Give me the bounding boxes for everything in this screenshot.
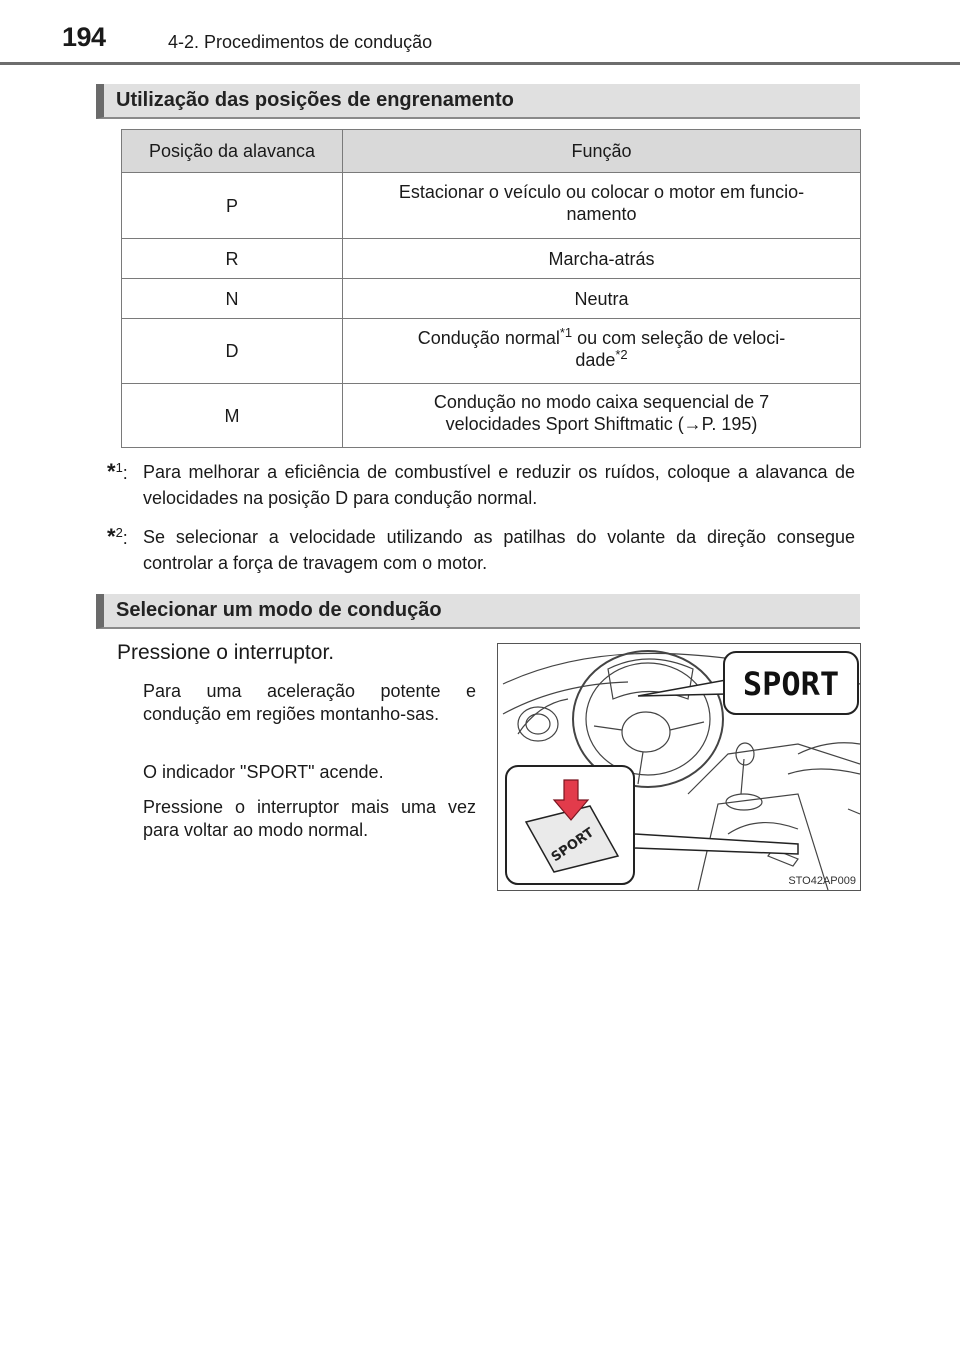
sport-switch-illustration — [497, 643, 861, 891]
function-text: Condução normal — [417, 328, 560, 348]
section-heading-gear-positions — [96, 84, 860, 119]
position-cell: P — [122, 173, 343, 239]
function-text-line2: velocidades Sport Shiftmatic (→P. 195) — [445, 414, 758, 434]
column-header-position: Posição da alavanca — [122, 130, 343, 173]
footnote-marker: *1 — [559, 325, 573, 340]
section-heading-text: Utilização das posições de engrenamento — [116, 89, 514, 111]
footnote-text: Para melhorar a eficiência de combustível e reduzir os ruídos, coloque a alavanca de velocidades na posição D para condução normal. — [143, 462, 855, 508]
chapter-title: 4-2. Procedimentos de condução — [168, 32, 433, 52]
column-header-function: Função — [343, 130, 861, 173]
function-text: ou com seleção de veloci- — [572, 328, 786, 348]
dashboard-drawing — [498, 644, 860, 890]
header-divider — [0, 62, 960, 65]
function-text: dade — [575, 350, 616, 370]
table-row — [122, 239, 861, 279]
section-heading-drive-mode — [96, 594, 860, 629]
table-row — [122, 279, 861, 319]
function-cell: Marcha-atrás — [343, 239, 861, 279]
footnote-text: Se selecionar a velocidade utilizando as patilhas do volante da direção consegue controlar a força de travagem com o motor. — [143, 527, 855, 573]
function-cell — [343, 384, 861, 448]
function-text-line1: Estacionar o veículo ou colocar o motor em funcio- — [398, 182, 805, 202]
section-heading-text: Selecionar um modo de condução — [116, 599, 442, 621]
table-header-row — [122, 130, 861, 173]
function-text-line1: Condução no modo caixa sequencial de 7 — [433, 392, 770, 412]
description-paragraph: Pressione o interruptor mais uma vez para voltar ao modo normal. — [143, 797, 476, 840]
function-cell — [343, 173, 861, 239]
position-cell: R — [122, 239, 343, 279]
table-row — [122, 319, 861, 384]
sport-indicator-label: SPORT — [742, 665, 840, 703]
function-cell: Neutra — [343, 279, 861, 319]
footnote-1 — [107, 459, 855, 511]
position-cell: M — [122, 384, 343, 448]
description-paragraph: Para uma aceleração potente e condução em regiões montanho-sas. — [143, 681, 476, 724]
function-cell — [343, 319, 861, 384]
description-paragraph: O indicador "SPORT" acende. — [143, 762, 384, 782]
table-row — [122, 384, 861, 448]
sport-switch-label: SPORT — [548, 825, 597, 866]
position-cell: D — [122, 319, 343, 384]
footnote-marker: *$^2$: — [107, 524, 128, 549]
page-number: 194 — [62, 22, 106, 52]
instruction-text: Pressione o interruptor. — [117, 641, 335, 664]
position-cell: N — [122, 279, 343, 319]
footnote-2 — [107, 524, 855, 576]
gear-position-table — [121, 129, 861, 448]
footnote-marker: *2 — [615, 347, 628, 362]
illustration-code: STO42AP009 — [788, 875, 856, 887]
footnote-marker: *$^1$: — [107, 459, 128, 484]
function-text-line2: namento — [566, 204, 637, 224]
table-row — [122, 173, 861, 239]
